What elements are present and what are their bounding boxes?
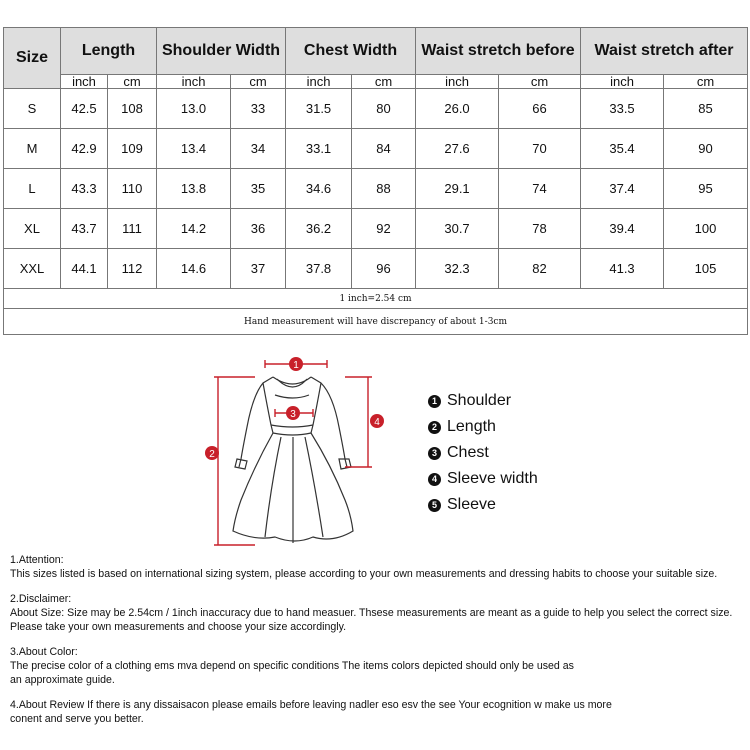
note-about-color: [10, 645, 745, 687]
legend-label: Sleeve width: [447, 470, 538, 487]
table-cell: 92: [352, 209, 416, 249]
table-cell: 26.0: [416, 89, 499, 129]
table-cell: 37.4: [581, 169, 664, 209]
unit-cell: cm: [231, 75, 286, 89]
table-row: [4, 89, 748, 129]
table-cell: L: [4, 169, 61, 209]
note-line: conent and serve you better.: [10, 713, 144, 725]
notes-section: [10, 553, 745, 737]
unit-cell: inch: [61, 75, 108, 89]
note-line: The precise color of a clothing ems mva depend on specific conditions The items colors depicted should only be used as: [10, 660, 574, 672]
legend-number-icon: 2: [428, 421, 441, 434]
measurement-markers: [205, 357, 384, 460]
note-line: Please take your own measurements and choose your size accordingly.: [10, 621, 347, 633]
table-cell: 14.2: [157, 209, 231, 249]
header-length: Length: [61, 28, 157, 75]
table-cell: 34: [231, 129, 286, 169]
table-cell: 41.3: [581, 249, 664, 289]
legend-item: [428, 388, 538, 414]
table-cell: 35.4: [581, 129, 664, 169]
table-cell: 70: [499, 129, 581, 169]
table-cell: 13.4: [157, 129, 231, 169]
measurement-legend: [428, 388, 538, 518]
table-cell: XL: [4, 209, 61, 249]
table-cell: 111: [108, 209, 157, 249]
table-cell: 32.3: [416, 249, 499, 289]
legend-label: Shoulder: [447, 392, 512, 409]
unit-cell: cm: [352, 75, 416, 89]
measure-note-row: [4, 309, 748, 335]
table-cell: 74: [499, 169, 581, 209]
note-disclaimer: [10, 592, 745, 634]
table-cell: 37: [231, 249, 286, 289]
dress-measurement-diagram: [195, 355, 405, 555]
header-waist-after: Waist stretch after: [581, 28, 748, 75]
table-cell: 33.1: [286, 129, 352, 169]
note-line: This sizes listed is based on international sizing system, please according to your own measurements and dressing habits to choose your suitable size.: [10, 568, 718, 580]
table-cell: 108: [108, 89, 157, 129]
header-shoulder-width: Shoulder Width: [157, 28, 286, 75]
conversion-note: 1 inch=2.54 cm: [4, 289, 748, 309]
table-cell: 44.1: [61, 249, 108, 289]
table-cell: 110: [108, 169, 157, 209]
table-cell: 13.0: [157, 89, 231, 129]
table-cell: 30.7: [416, 209, 499, 249]
measure-note: Hand measurement will have discrepancy of about 1-3cm: [4, 309, 748, 335]
marker-3-label: 3: [290, 409, 296, 420]
table-cell: 39.4: [581, 209, 664, 249]
table-cell: 29.1: [416, 169, 499, 209]
legend-number-icon: 3: [428, 447, 441, 460]
table-cell: 36.2: [286, 209, 352, 249]
table-cell: 31.5: [286, 89, 352, 129]
unit-cell: inch: [157, 75, 231, 89]
table-cell: 96: [352, 249, 416, 289]
table-cell: 66: [499, 89, 581, 129]
table-cell: 84: [352, 129, 416, 169]
table-row: [4, 129, 748, 169]
table-cell: 27.6: [416, 129, 499, 169]
header-chest-width: Chest Width: [286, 28, 416, 75]
table-cell: 109: [108, 129, 157, 169]
header-waist-before: Waist stretch before: [416, 28, 581, 75]
table-cell: 33: [231, 89, 286, 129]
table-header-row: [4, 28, 748, 75]
table-cell: 35: [231, 169, 286, 209]
header-size: Size: [4, 28, 61, 89]
marker-4-label: 4: [374, 417, 380, 428]
unit-cell: inch: [286, 75, 352, 89]
size-chart-table: [3, 27, 748, 335]
table-cell: 100: [664, 209, 748, 249]
legend-number-icon: 4: [428, 473, 441, 486]
table-cell: 95: [664, 169, 748, 209]
table-cell: 43.7: [61, 209, 108, 249]
note-line: About Size: Size may be 2.54cm / 1inch inaccuracy due to hand measuer. Thsese measurements are meant as a guide to help you select the correct size.: [10, 607, 733, 619]
conversion-note-row: [4, 289, 748, 309]
marker-1-label: 1: [293, 360, 299, 371]
unit-cell: cm: [499, 75, 581, 89]
table-cell: 78: [499, 209, 581, 249]
table-cell: 80: [352, 89, 416, 129]
unit-cell: inch: [416, 75, 499, 89]
table-cell: 33.5: [581, 89, 664, 129]
legend-item: [428, 440, 538, 466]
table-cell: XXL: [4, 249, 61, 289]
legend-item: [428, 414, 538, 440]
dress-illustration: [233, 377, 353, 543]
legend-label: Length: [447, 418, 496, 435]
legend-label: Chest: [447, 444, 489, 461]
table-cell: 13.8: [157, 169, 231, 209]
table-row: [4, 249, 748, 289]
table-cell: 34.6: [286, 169, 352, 209]
table-row: [4, 209, 748, 249]
unit-cell: inch: [581, 75, 664, 89]
table-cell: 85: [664, 89, 748, 129]
legend-number-icon: 5: [428, 499, 441, 512]
unit-cell: cm: [108, 75, 157, 89]
legend-label: Sleeve: [447, 496, 496, 513]
marker-2-label: 2: [209, 449, 215, 460]
note-about-review: [10, 698, 745, 726]
note-line: 4.About Review If there is any dissaisacon please emails before leaving nadler eso esv the see Your ecognition w make us more: [10, 699, 612, 711]
note-title: 2.Disclaimer:: [10, 593, 72, 605]
legend-number-icon: 1: [428, 395, 441, 408]
legend-item: [428, 492, 538, 518]
note-line: an approximate guide.: [10, 674, 115, 686]
table-cell: 43.3: [61, 169, 108, 209]
table-cell: 90: [664, 129, 748, 169]
unit-row: [4, 75, 748, 89]
note-title: 1.Attention:: [10, 554, 64, 566]
note-title: 3.About Color:: [10, 646, 78, 658]
legend-item: [428, 466, 538, 492]
table-cell: 36: [231, 209, 286, 249]
table-cell: 14.6: [157, 249, 231, 289]
table-row: [4, 169, 748, 209]
table-cell: M: [4, 129, 61, 169]
table-cell: 112: [108, 249, 157, 289]
table-cell: 37.8: [286, 249, 352, 289]
table-cell: 105: [664, 249, 748, 289]
table-cell: 82: [499, 249, 581, 289]
unit-cell: cm: [664, 75, 748, 89]
table-cell: S: [4, 89, 61, 129]
note-attention: [10, 553, 745, 581]
table-cell: 88: [352, 169, 416, 209]
table-cell: 42.5: [61, 89, 108, 129]
table-cell: 42.9: [61, 129, 108, 169]
